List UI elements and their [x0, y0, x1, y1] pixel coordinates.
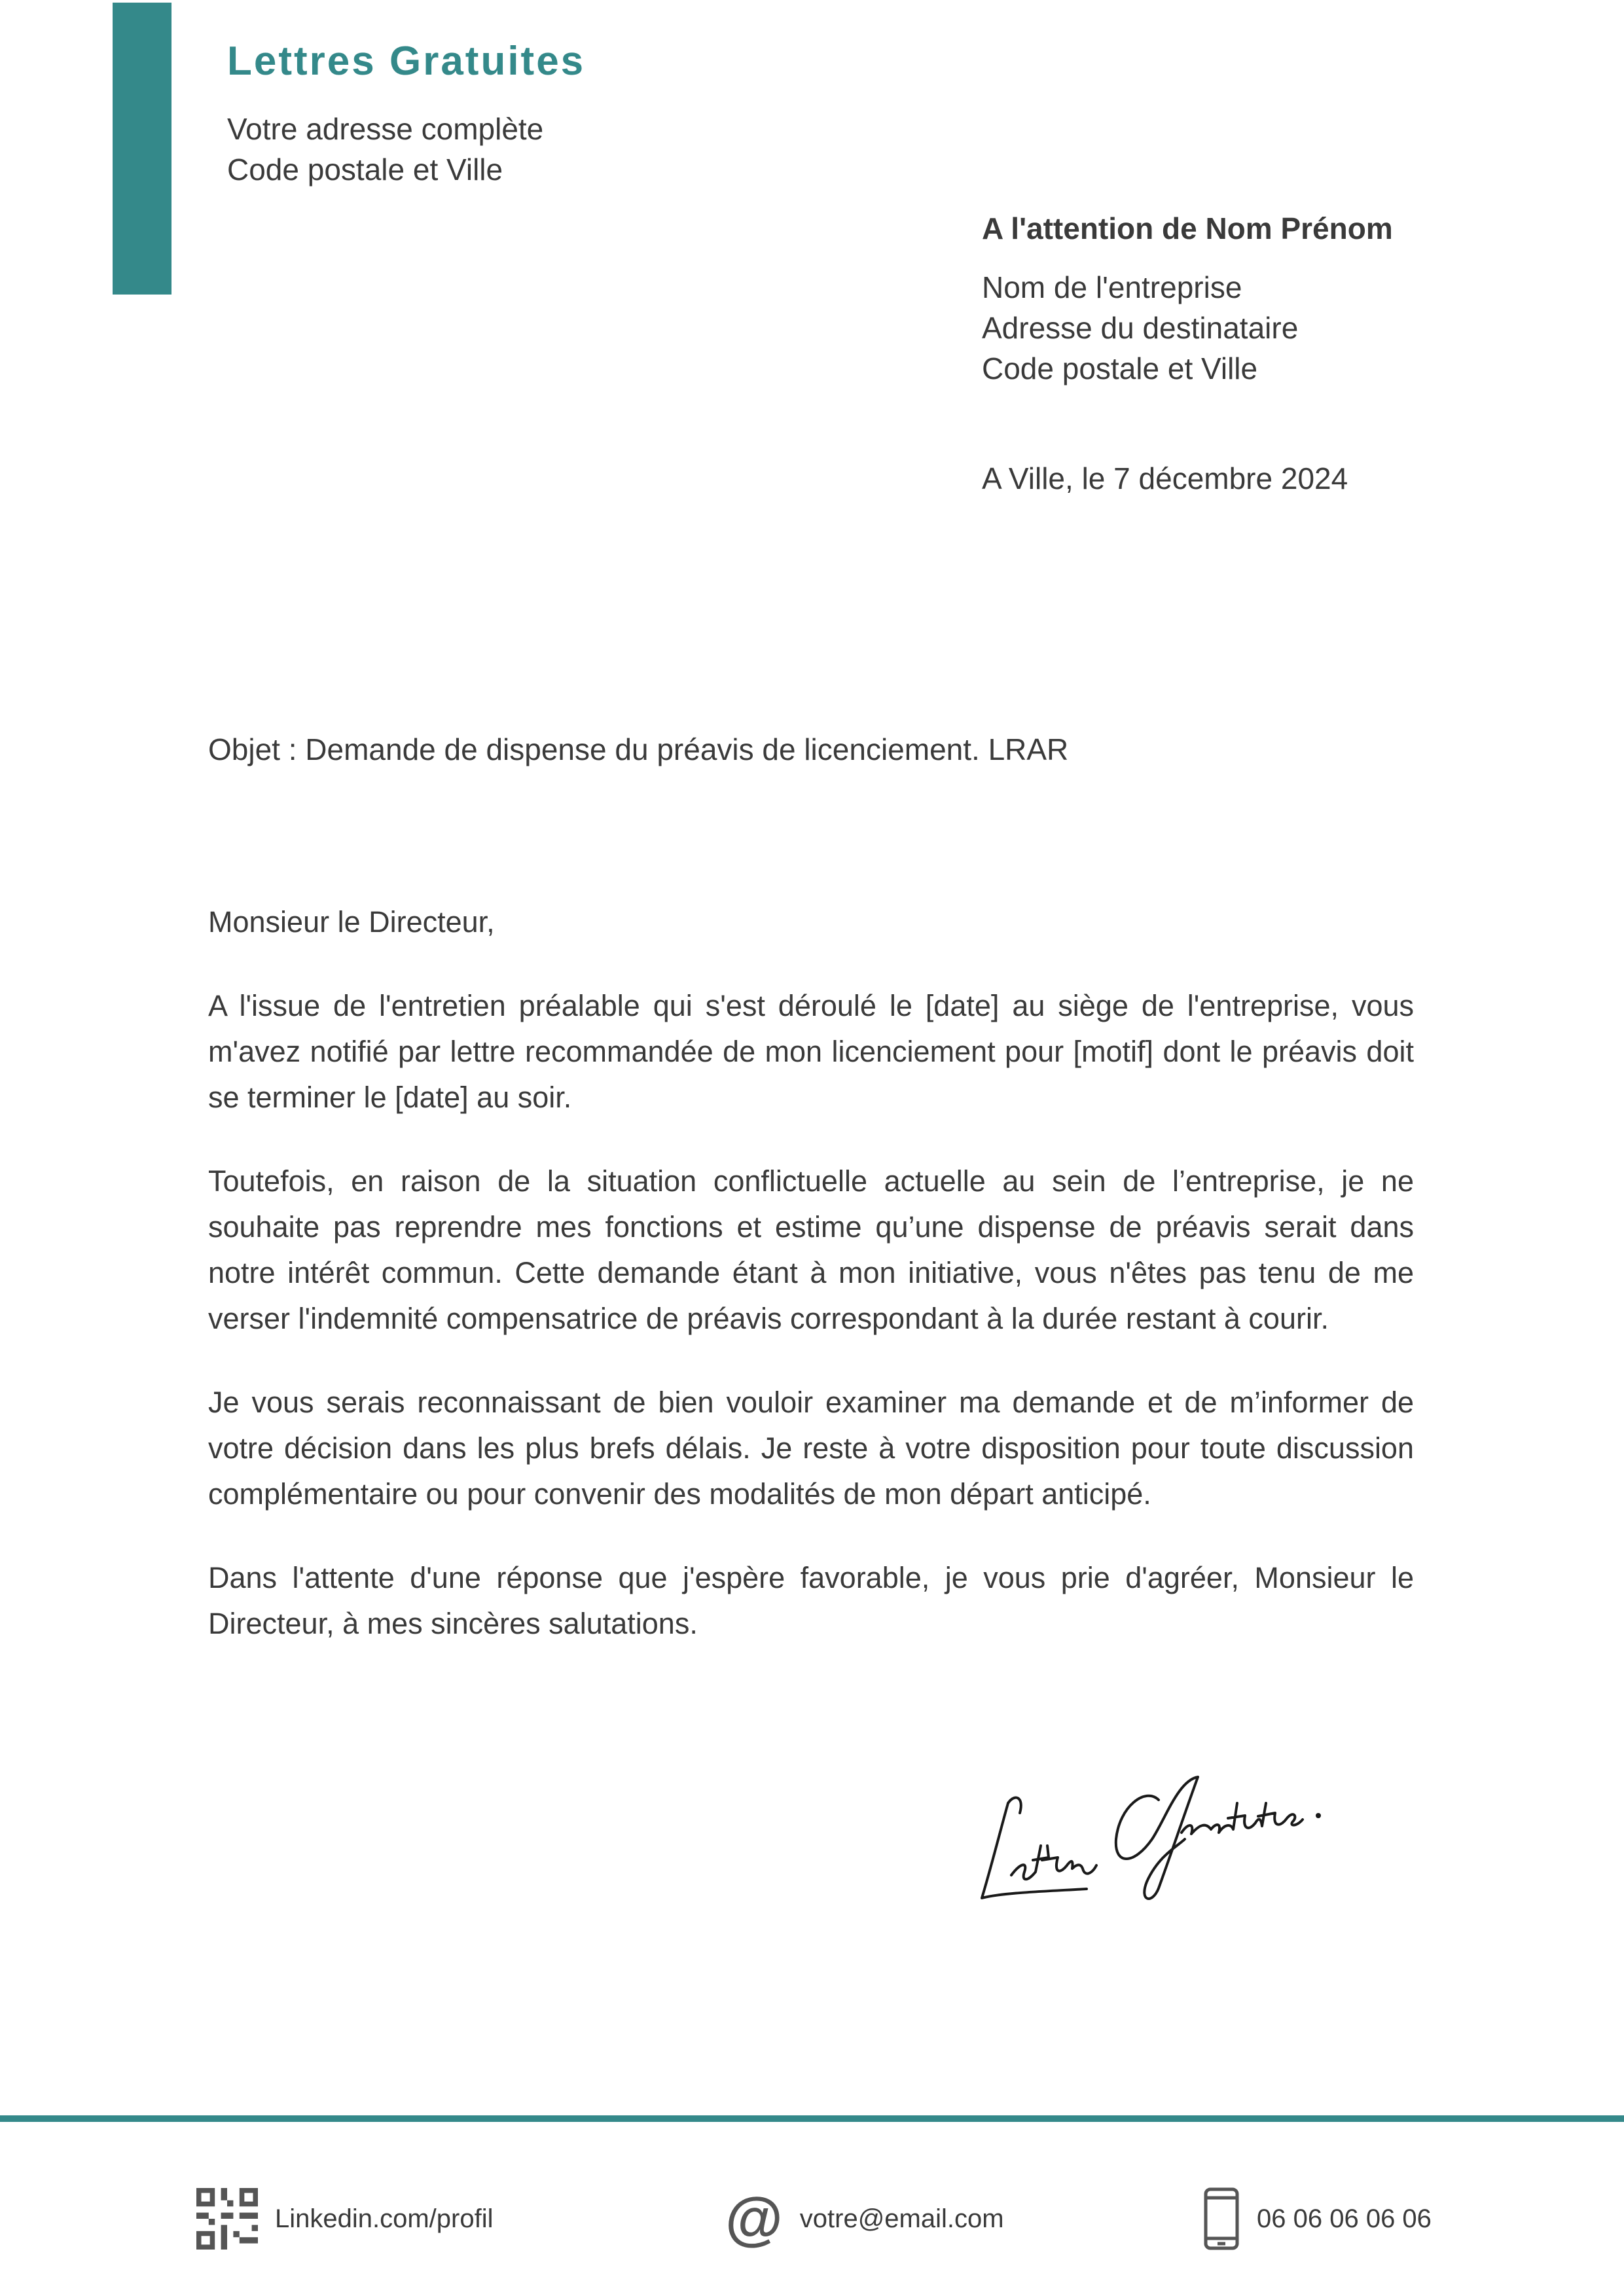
recipient-street: Adresse du destinataire — [982, 311, 1299, 345]
letter-date: A Ville, le 7 décembre 2024 — [982, 461, 1348, 495]
body-paragraph: Toutefois, en raison de la situation conflictuelle actuelle au sein de l’entreprise, je ne souhaite pas reprendre mes fonctions et estime qu’une dispense de préavis serait dans notre intérêt commun. Cette demande étant à mon initiative, vous n'êtes pas tenu de me verser l'indemnité compensatrice de préavis correspondant à la durée restant à courir. — [208, 1164, 1414, 1335]
letter-body — [208, 899, 1414, 1685]
letter-subject: Objet : Demande de dispense du préavis de licenciement. LRAR — [208, 732, 1069, 766]
recipient-postal: Code postale et Ville — [982, 351, 1258, 386]
linkedin-label: Linkedin.com/profil — [275, 2204, 494, 2233]
recipient-attention: A l'attention de Nom Prénom — [982, 211, 1393, 245]
sender-address-line: Votre adresse complète — [227, 112, 544, 146]
email-label: votre@email.com — [799, 2204, 1004, 2233]
footer-email[interactable] — [725, 2186, 1004, 2251]
body-paragraph: A l'issue de l'entretien préalable qui s'est déroulé le [date] au siège de l'entreprise, vous m'avez notifié par lettre recommandée de mon licenciement pour [motif] dont le préavis doit se terminer le [date] au soir. — [208, 989, 1414, 1114]
smartphone-icon — [1203, 2187, 1240, 2250]
body-paragraph: Dans l'attente d'une réponse que j'espère favorable, je vous prie d'agréer, Monsieur le Directeur, à mes sincères salutations. — [208, 1561, 1414, 1640]
footer-phone[interactable] — [1203, 2186, 1432, 2251]
body-paragraph: Je vous serais reconnaissant de bien vouloir examiner ma demande et de m’informer de votre décision dans les plus brefs délais. Je reste à votre disposition pour toute discussion complémentaire ou pour convenir des modalités de mon départ anticipé. — [208, 1386, 1414, 1511]
handwritten-signature — [962, 1741, 1342, 1911]
accent-bar — [113, 3, 171, 295]
recipient-company: Nom de l'entreprise — [982, 270, 1242, 304]
sender-postal-line: Code postale et Ville — [227, 152, 503, 187]
sender-address — [227, 109, 543, 190]
phone-label: 06 06 06 06 06 — [1257, 2204, 1432, 2233]
qr-code-icon — [196, 2188, 258, 2250]
recipient-address — [982, 267, 1298, 389]
footer-divider — [0, 2115, 1624, 2122]
at-sign-icon: @ — [725, 2186, 783, 2251]
salutation: Monsieur le Directeur, — [208, 905, 495, 939]
footer-linkedin[interactable] — [196, 2186, 494, 2251]
brand-title: Lettres Gratuites — [227, 39, 586, 84]
